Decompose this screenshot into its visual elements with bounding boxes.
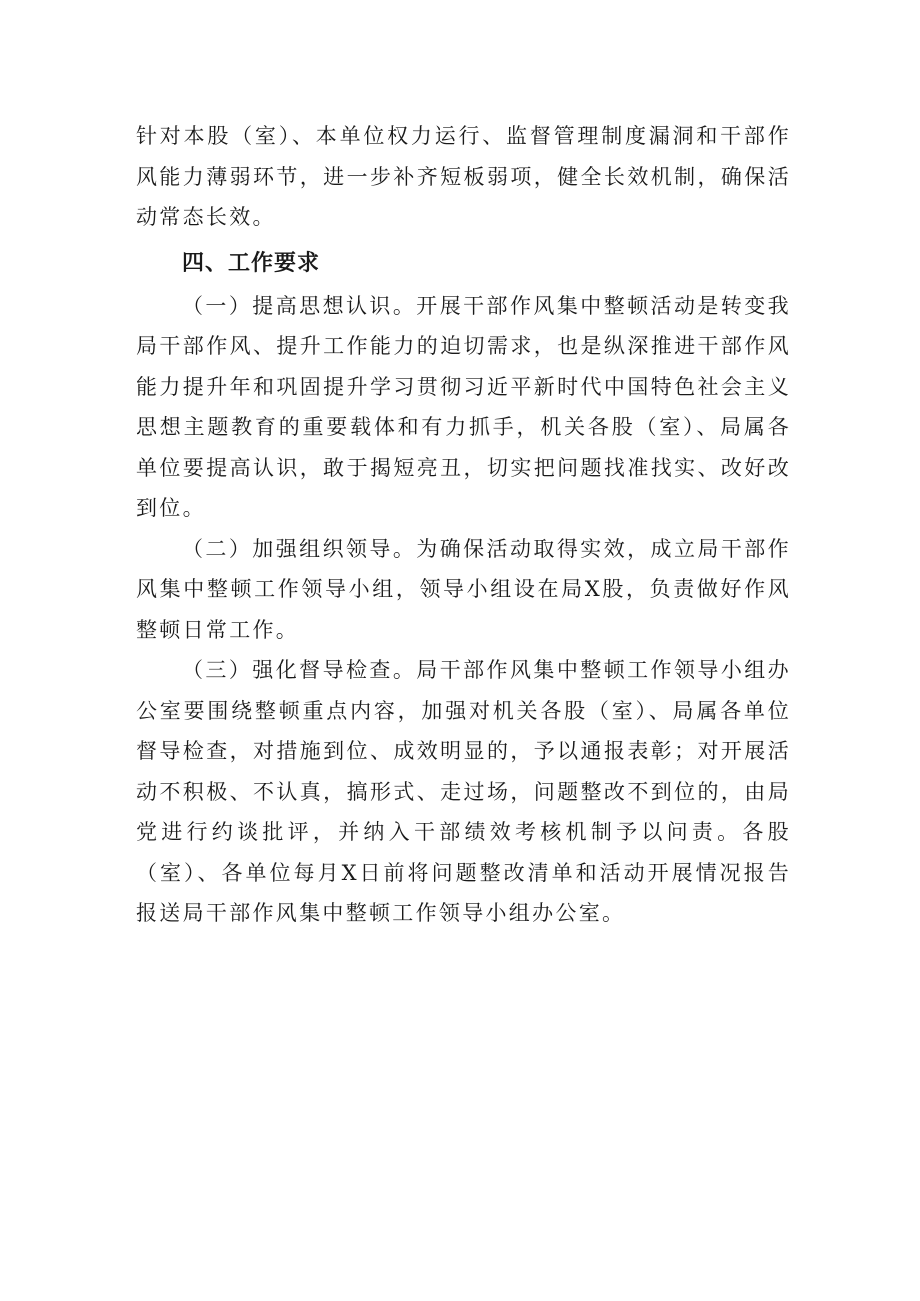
- continuation-paragraph: 针对本股（室）、本单位权力运行、监督管理制度漏洞和干部作风能力薄弱环节，进一步补齐短板弱项，健全长效机制，确保活动常态长效。: [136, 124, 791, 229]
- requirement-paragraph-3: （三）强化督导检查。局干部作风集中整顿工作领导小组办公室要围绕整顿重点内容，加强对机关各股（室）、局属各单位督导检查，对措施到位、成效明显的，予以通报表彰；对开展活动不积极、不认真，搞形式、走过场，问题整改不到位的，由局党进行约谈批评，并纳入干部绩效考核机制予以问责。各股（室）、各单位每月X日前将问题整改清单和活动开展情况报告报送局干部作风集中整顿工作领导小组办公室。: [136, 658, 791, 925]
- document-page: [136, 116, 791, 934]
- section-heading: 四、工作要求: [182, 250, 321, 276]
- requirement-paragraph-2: （二）加强组织领导。为确保活动取得实效，成立局干部作风集中整顿工作领导小组，领导小组设在局X股，负责做好作风整顿日常工作。: [136, 536, 791, 642]
- requirement-paragraph-1: （一）提高思想认识。开展干部作风集中整顿活动是转变我局干部作风、提升工作能力的迫切需求，也是纵深推进干部作风能力提升年和巩固提升学习贯彻习近平新时代中国特色社会主义思想主题教育的重要载体和有力抓手，机关各股（室）、局属各单位要提高认识，敢于揭短亮丑，切实把问题找准找实、改好改到位。: [136, 293, 791, 520]
